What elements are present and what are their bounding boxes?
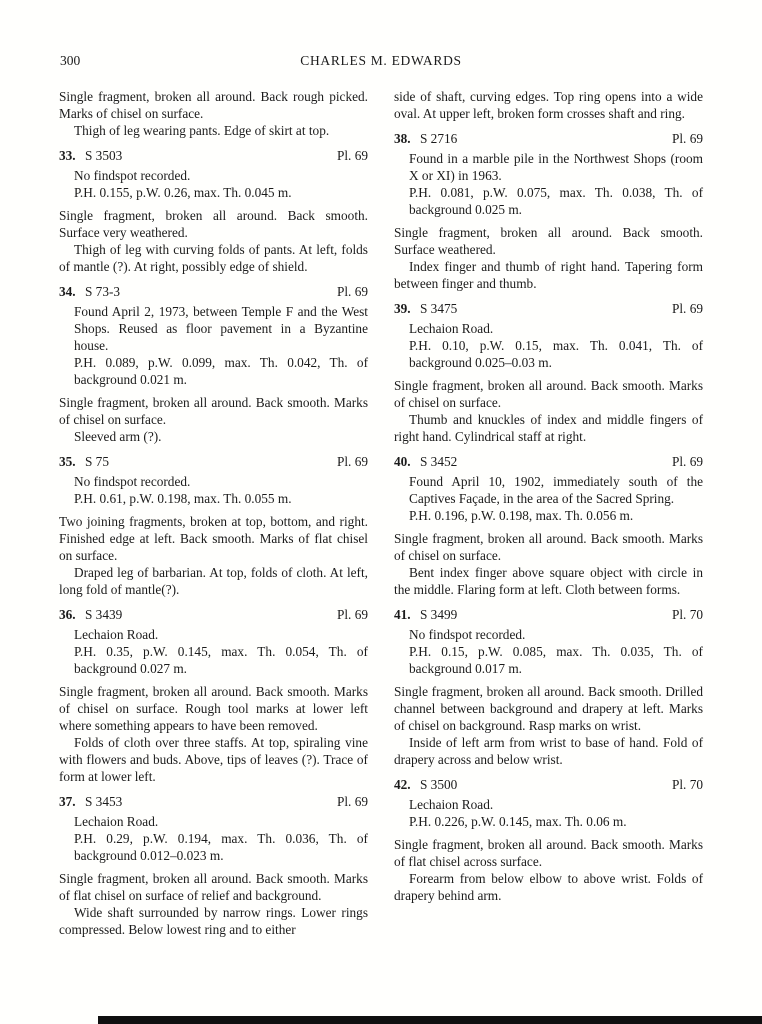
description-paragraph: Single fragment, broken all around. Back smooth. Surface very weathered. [59,208,368,240]
entry-ids [59,283,120,300]
entry-metadata [409,473,703,524]
entry-heading [59,606,368,623]
metadata-line: No findspot recorded. [74,474,191,489]
lead-paragraph: side of shaft, curving edges. Top ring opens into a wide oval. At upper left, broken form crosses shaft and ring. [394,89,703,121]
inventory-number: S 73-3 [81,284,121,299]
description-paragraph: Single fragment, broken all around. Back smooth. Marks of chisel on surface. Rough tool marks at lower left where something appears to have been removed. [59,684,368,733]
catalog-entry [59,283,368,445]
metadata-line: P.H. 0.35, p.W. 0.145, max. Th. 0.054, Th. of background 0.027 m. [74,644,368,676]
entry-heading [59,453,368,470]
plate-reference: Pl. 70 [671,777,703,792]
metadata-line: P.H. 0.61, p.W. 0.198, max. Th. 0.055 m. [74,491,292,506]
metadata-line: P.H. 0.089, p.W. 0.099, max. Th. 0.042, Th. of background 0.021 m. [74,355,368,387]
right-column [394,88,703,938]
description-paragraph: Index finger and thumb of right hand. Tapering form between finger and thumb. [394,259,703,291]
inventory-number: S 3452 [416,454,458,469]
plate-reference: Pl. 70 [671,607,703,622]
entry-heading [59,147,368,164]
metadata-line: Lechaion Road. [74,627,159,642]
catalog-entry [59,606,368,785]
metadata-line: Lechaion Road. [74,814,159,829]
inventory-number: S 3499 [416,607,458,622]
description-paragraph: Bent index finger above square object with circle in the middle. Flaring form at left. Cloth between forms. [394,565,703,597]
entry-metadata [409,796,703,830]
entry-number: 41. [394,607,411,622]
plate-reference: Pl. 69 [671,301,703,316]
plate-reference: Pl. 69 [336,794,368,809]
entry-number: 34. [59,284,76,299]
plate-reference: Pl. 69 [336,454,368,469]
metadata-line: Lechaion Road. [409,321,494,336]
entry-number: 42. [394,777,411,792]
lead-paragraph: Thigh of leg wearing pants. Edge of skirt at top. [74,123,330,138]
metadata-line: No findspot recorded. [409,627,526,642]
entry-heading [59,283,368,300]
metadata-line: P.H. 0.081, p.W. 0.075, max. Th. 0.038, Th. of background 0.025 m. [409,185,703,217]
catalog-entry [394,776,703,904]
plate-reference: Pl. 69 [336,148,368,163]
inventory-number: S 75 [81,454,109,469]
metadata-line: P.H. 0.15, p.W. 0.085, max. Th. 0.035, Th. of background 0.017 m. [409,644,703,676]
entry-metadata [74,626,368,677]
description-paragraph: Single fragment, broken all around. Back smooth. Marks of chisel on surface. [394,378,703,410]
plate-reference: Pl. 69 [671,454,703,469]
inventory-number: S 3503 [81,148,123,163]
running-head: CHARLES M. EDWARDS [300,53,462,68]
entry-number: 38. [394,131,411,146]
entry-ids [59,606,122,623]
entry-description [59,683,368,785]
inventory-number: S 3439 [81,607,123,622]
description-paragraph: Thumb and knuckles of index and middle fingers of right hand. Cylindrical staff at right. [394,412,703,444]
scan-edge-artifact [98,1016,762,1024]
plate-reference: Pl. 69 [336,284,368,299]
entry-heading [394,776,703,793]
entry-metadata [409,320,703,371]
entry-metadata [409,150,703,218]
entry-number: 35. [59,454,76,469]
entry-heading [394,453,703,470]
page-header [59,52,703,69]
entry-description [59,513,368,598]
entry-ids [59,453,109,470]
inventory-number: S 3453 [81,794,123,809]
description-paragraph: Inside of left arm from wrist to base of hand. Fold of drapery across and below wrist. [394,735,703,767]
description-paragraph: Single fragment, broken all around. Back smooth. Marks of chisel on surface. [394,531,703,563]
entry-heading [394,130,703,147]
lead-paragraph: Single fragment, broken all around. Back rough picked. Marks of chisel on surface. [59,89,368,121]
metadata-line: P.H. 0.226, p.W. 0.145, max. Th. 0.06 m. [409,814,627,829]
entry-metadata [74,303,368,388]
plate-reference: Pl. 69 [336,607,368,622]
entry-metadata [74,813,368,864]
entry-ids [394,130,457,147]
description-paragraph: Single fragment, broken all around. Back smooth. Marks of chisel on surface. [59,395,368,427]
metadata-line: Lechaion Road. [409,797,494,812]
plate-reference: Pl. 69 [671,131,703,146]
metadata-line: P.H. 0.196, p.W. 0.198, max. Th. 0.056 m. [409,508,634,523]
description-paragraph: Sleeved arm (?). [74,429,162,444]
entry-description [394,530,703,598]
entry-description [59,870,368,938]
entry-number: 37. [59,794,76,809]
description-paragraph: Single fragment, broken all around. Back smooth. Marks of flat chisel on surface of relief and background. [59,871,368,903]
entry-description [394,683,703,768]
entry-heading [394,606,703,623]
metadata-line: P.H. 0.29, p.W. 0.194, max. Th. 0.036, Th. of background 0.012–0.023 m. [74,831,368,863]
description-paragraph: Single fragment, broken all around. Back smooth. Surface weathered. [394,225,703,257]
entry-ids [394,606,457,623]
catalog-entry [59,453,368,598]
description-paragraph: Folds of cloth over three staffs. At top, spiraling vine with flowers and buds. Above, tips of leaves (?). Trace of form at lower left. [59,735,368,784]
description-paragraph: Two joining fragments, broken at top, bottom, and right. Finished edge at left. Back smooth. Marks of flat chisel on surface. [59,514,368,563]
metadata-line: Found in a marble pile in the Northwest Shops (room X or XI) in 1963. [409,151,703,183]
text-columns [59,88,703,938]
left-column [59,88,368,938]
catalog-entry [394,130,703,292]
metadata-line: P.H. 0.10, p.W. 0.15, max. Th. 0.041, Th. of background 0.025–0.03 m. [409,338,703,370]
catalog-entry [59,147,368,275]
entry-description [394,836,703,904]
entry-number: 39. [394,301,411,316]
entry-heading [59,793,368,810]
entry-number: 40. [394,454,411,469]
description-paragraph: Single fragment, broken all around. Back smooth. Drilled channel between background and drapery at left. Marks of chisel on background. Rasp marks on wrist. [394,684,703,733]
entry-ids [59,793,122,810]
entry-metadata [74,473,368,507]
entry-metadata [409,626,703,677]
inventory-number: S 2716 [416,131,458,146]
catalog-entry [59,793,368,938]
entry-description [394,224,703,292]
description-paragraph: Thigh of leg with curving folds of pants. At left, folds of mantle (?). At right, possibly edge of shield. [59,242,368,274]
inventory-number: S 3475 [416,301,458,316]
entry-description [394,377,703,445]
entry-description [59,394,368,445]
description-paragraph: Wide shaft surrounded by narrow rings. Lower rings compressed. Below lowest ring and to either [59,905,368,937]
metadata-line: Found April 2, 1973, between Temple F and the West Shops. Reused as floor pavement in a Byzantine house. [74,304,368,353]
entry-metadata [74,167,368,201]
catalog-entry [394,606,703,768]
description-paragraph: Forearm from below elbow to above wrist. Folds of drapery behind arm. [394,871,703,903]
entry-heading [394,300,703,317]
entry-description [59,207,368,275]
metadata-line: P.H. 0.155, p.W. 0.26, max. Th. 0.045 m. [74,185,292,200]
entry-ids [394,776,457,793]
entry-number: 33. [59,148,76,163]
page-number: 300 [60,53,81,68]
metadata-line: No findspot recorded. [74,168,191,183]
entry-ids [394,453,457,470]
entry-ids [394,300,457,317]
metadata-line: Found April 10, 1902, immediately south of the Captives Façade, in the area of the Sacred Spring. [409,474,703,506]
entry-number: 36. [59,607,76,622]
entry-ids [59,147,122,164]
description-paragraph: Single fragment, broken all around. Back smooth. Marks of flat chisel across surface. [394,837,703,869]
catalog-entry [394,453,703,598]
description-paragraph: Draped leg of barbarian. At top, folds of cloth. At left, long fold of mantle(?). [59,565,368,597]
catalog-entry [394,300,703,445]
inventory-number: S 3500 [416,777,458,792]
